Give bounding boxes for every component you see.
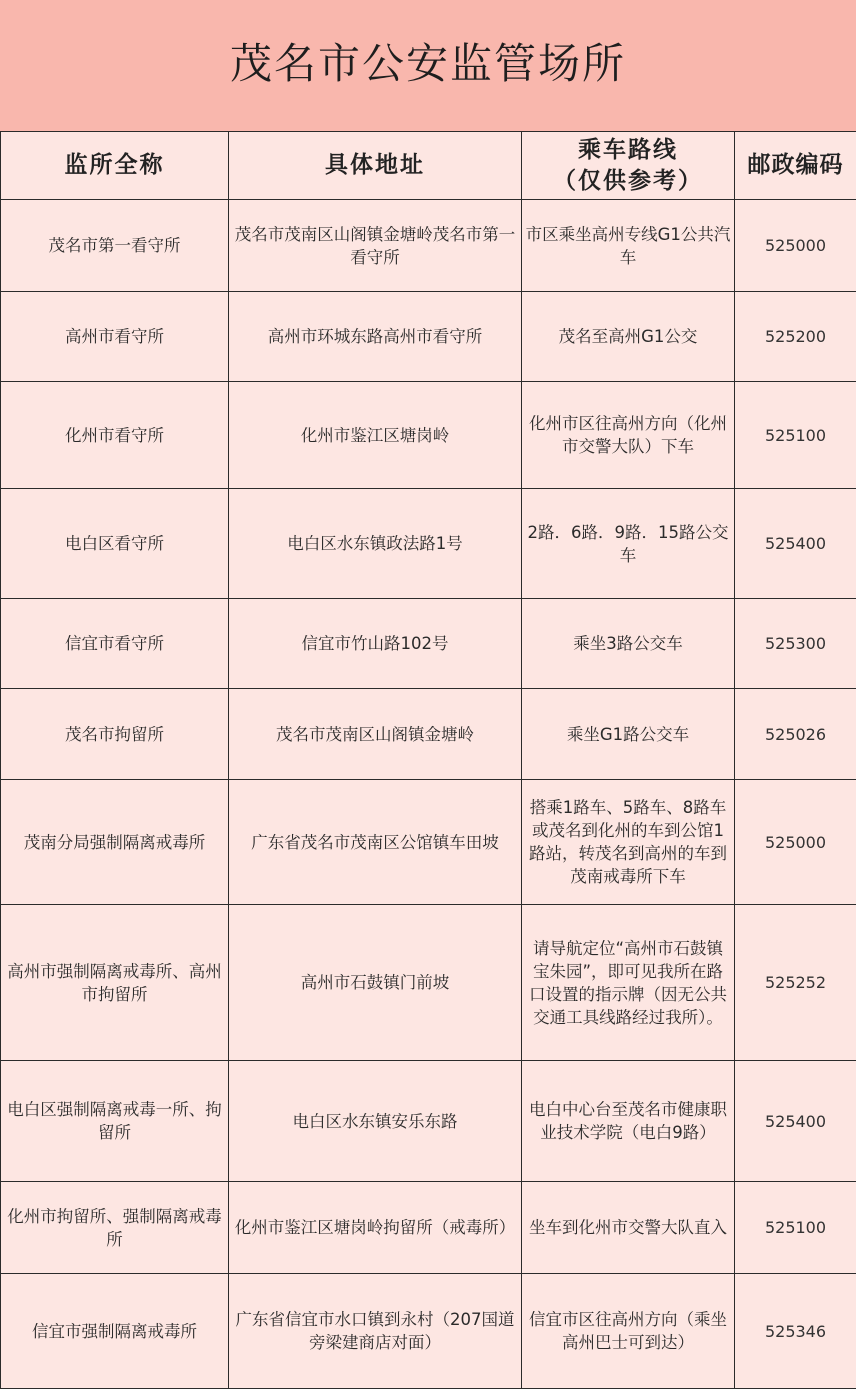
facility-address: 化州市鉴江区塘岗岭拘留所（戒毒所）: [229, 1182, 522, 1274]
facility-route: 化州市区往高州方向（化州市交警大队）下车: [522, 382, 735, 489]
facility-address: 茂名市茂南区山阁镇金塘岭茂名市第一看守所: [229, 200, 522, 292]
facility-postcode: 525300: [735, 599, 856, 689]
facility-postcode: 525252: [735, 905, 856, 1061]
facility-address: 电白区水东镇安乐东路: [229, 1061, 522, 1182]
facility-name: 信宜市看守所: [1, 599, 229, 689]
table-row: [1, 292, 856, 382]
facility-postcode: 525346: [735, 1274, 856, 1389]
facility-name: 高州市看守所: [1, 292, 229, 382]
table-row: [1, 382, 856, 489]
facility-route: 乘坐G1路公交车: [522, 689, 735, 780]
facility-postcode: 525400: [735, 489, 856, 599]
facility-route: 茂名至高州G1公交: [522, 292, 735, 382]
facility-address: 茂名市茂南区山阁镇金塘岭: [229, 689, 522, 780]
facility-route: 2路．6路．9路．15路公交车: [522, 489, 735, 599]
facility-name: 化州市拘留所、强制隔离戒毒所: [1, 1182, 229, 1274]
facility-route: 请导航定位“高州市石鼓镇宝朱园”，即可见我所在路口设置的指示牌（因无公共交通工具线路经过我所）。: [522, 905, 735, 1061]
facility-name: 茂名市第一看守所: [1, 200, 229, 292]
facility-address: 高州市环城东路高州市看守所: [229, 292, 522, 382]
facility-name: 高州市强制隔离戒毒所、高州市拘留所: [1, 905, 229, 1061]
facility-address: 广东省茂名市茂南区公馆镇车田坡: [229, 780, 522, 905]
title-bar: [0, 0, 856, 131]
table-row: [1, 599, 856, 689]
facility-address: 电白区水东镇政法路1号: [229, 489, 522, 599]
facility-address: 信宜市竹山路102号: [229, 599, 522, 689]
facility-postcode: 525000: [735, 200, 856, 292]
table-row: [1, 689, 856, 780]
header-route: [522, 132, 735, 200]
facility-postcode: 525400: [735, 1061, 856, 1182]
facility-route: 搭乘1路车、5路车、8路车或茂名到化州的车到公馆1路站，转茂名到高州的车到茂南戒毒所下车: [522, 780, 735, 905]
facility-address: 化州市鉴江区塘岗岭: [229, 382, 522, 489]
table-row: [1, 1274, 856, 1389]
header-route-line2: （仅供参考）: [526, 166, 730, 197]
table-row: [1, 1061, 856, 1182]
facility-route: 市区乘坐高州专线G1公共汽车: [522, 200, 735, 292]
header-address: 具体地址: [229, 132, 522, 200]
facility-postcode: 525200: [735, 292, 856, 382]
facility-route: 信宜市区往高州方向（乘坐高州巴士可到达）: [522, 1274, 735, 1389]
facility-name: 电白区看守所: [1, 489, 229, 599]
table-row: [1, 905, 856, 1061]
table-row: [1, 489, 856, 599]
facility-address: 高州市石鼓镇门前坡: [229, 905, 522, 1061]
table-row: [1, 1182, 856, 1274]
facility-postcode: 525026: [735, 689, 856, 780]
facility-name: 茂名市拘留所: [1, 689, 229, 780]
header-postcode: 邮政编码: [735, 132, 856, 200]
header-name: 监所全称: [1, 132, 229, 200]
facility-name: 茂南分局强制隔离戒毒所: [1, 780, 229, 905]
facility-table: [0, 131, 856, 1389]
table-row: [1, 200, 856, 292]
facility-postcode: 525100: [735, 382, 856, 489]
facility-route: 乘坐3路公交车: [522, 599, 735, 689]
facility-postcode: 525000: [735, 780, 856, 905]
page-title: 茂名市公安监管场所: [230, 31, 626, 91]
table-row: [1, 780, 856, 905]
facility-name: 电白区强制隔离戒毒一所、拘留所: [1, 1061, 229, 1182]
facility-route: 电白中心台至茂名市健康职业技术学院（电白9路）: [522, 1061, 735, 1182]
header-row: [1, 132, 856, 200]
facility-postcode: 525100: [735, 1182, 856, 1274]
facility-address: 广东省信宜市水口镇到永村（207国道旁梁建商店对面）: [229, 1274, 522, 1389]
facility-name: 化州市看守所: [1, 382, 229, 489]
header-route-line1: 乘车路线: [526, 135, 730, 166]
facility-route: 坐车到化州市交警大队直入: [522, 1182, 735, 1274]
facility-name: 信宜市强制隔离戒毒所: [1, 1274, 229, 1389]
